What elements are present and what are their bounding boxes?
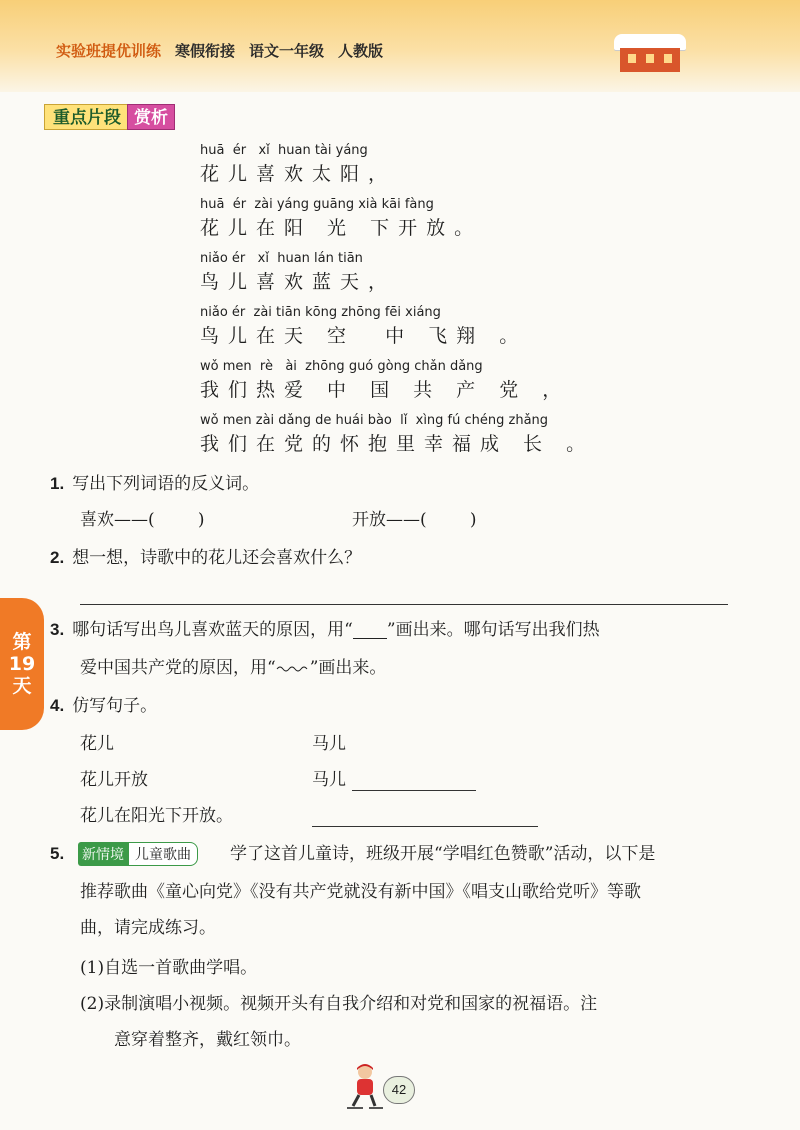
question-text: 仿写句子。 xyxy=(72,696,158,716)
poem-pinyin: huā ér xǐ huan tài yáng xyxy=(200,143,368,158)
edition-label: 寒假衔接 xyxy=(175,42,236,60)
question-5-line3: 曲，请完成练习。 xyxy=(80,918,216,938)
day-tab xyxy=(0,598,44,730)
question-number: 5. xyxy=(50,844,65,863)
poem-hanzi: 花儿喜欢太阳， xyxy=(200,163,397,185)
question-text: 想一想，诗歌中的花儿还会喜欢什么？ xyxy=(72,548,362,568)
section-title-main: 重点片段 xyxy=(44,104,127,130)
poem-hanzi: 我们热爱 中 国 共 产 党 ， xyxy=(200,379,571,401)
imitate-word-2: 马儿 xyxy=(312,770,346,790)
poem-pinyin: wǒ men rè ài zhōng guó gòng chǎn dǎng xyxy=(200,359,483,374)
question-number: 3. xyxy=(50,620,65,639)
question-3 xyxy=(50,616,600,644)
poem-pinyin: niǎo ér xǐ huan lán tiān xyxy=(200,251,363,266)
day-tab-prefix: 第 xyxy=(12,631,32,653)
publisher-label: 人教版 xyxy=(338,42,384,60)
poem-line xyxy=(200,358,594,412)
question-number: 1. xyxy=(50,474,65,493)
poem-hanzi: 我们在党的怀抱里幸福成 长 。 xyxy=(200,433,595,455)
question-number: 4. xyxy=(50,696,65,715)
section-title-accent: 赏析 xyxy=(127,104,175,130)
question-text-cont: ”画出来。 xyxy=(309,658,387,678)
poem-line xyxy=(200,250,594,304)
question-1 xyxy=(50,470,259,498)
section-title xyxy=(44,104,175,130)
poem-line xyxy=(200,304,594,358)
poem-line xyxy=(200,142,594,196)
question-5-sub2: (2)录制演唱小视频。视频开头有自我介绍和对党和国家的祝福语。注 xyxy=(80,994,598,1014)
example-word-1: 花儿 xyxy=(80,734,114,754)
poem-pinyin: niǎo ér zài tiān kōng zhōng fēi xiáng xyxy=(200,305,441,320)
poem-hanzi: 鸟儿在天 空 中 飞翔 。 xyxy=(200,325,528,347)
answer-line-q2[interactable] xyxy=(80,604,728,605)
antonym-blank-1[interactable]: 喜欢——( ) xyxy=(80,510,205,530)
straight-underline-sample xyxy=(353,622,387,639)
question-4 xyxy=(50,692,157,720)
question-text-cont: ”画出来。哪句话写出我们热 xyxy=(386,620,600,640)
poem-pinyin: wǒ men zài dǎng de huái bào lǐ xìng fú chéng zhǎng xyxy=(200,413,549,428)
question-5-line2: 推荐歌曲《童心向党》《没有共产党就没有新中国》《唱支山歌给党听》等歌 xyxy=(80,882,641,902)
question-text: 爱中国共产党的原因，用“ xyxy=(80,658,276,678)
poem-line xyxy=(200,196,594,250)
question-text: 写出下列词语的反义词。 xyxy=(72,474,260,494)
series-name: 实验班提优训练 xyxy=(56,42,162,60)
snow-house-icon xyxy=(612,34,688,74)
header-text xyxy=(56,40,383,61)
skating-child-icon xyxy=(343,1062,387,1110)
question-5-line1: 学了这首儿童诗，班级开展“学唱红色赞歌”活动，以下是 xyxy=(230,844,656,864)
answer-line-q4-1[interactable] xyxy=(352,790,476,791)
question-2 xyxy=(50,544,361,572)
day-tab-number: 19 xyxy=(8,653,36,675)
question-5-number xyxy=(50,840,72,868)
children-song-tag: 儿童歌曲 xyxy=(128,842,198,866)
answer-line-q4-2[interactable] xyxy=(312,826,538,827)
subject-label: 语文一年级 xyxy=(249,42,325,60)
poem-pinyin: huā ér zài yáng guāng xià kāi fàng xyxy=(200,197,434,212)
poem-hanzi: 花儿在阳 光 下开放。 xyxy=(200,217,483,239)
example-word-2: 花儿开放 xyxy=(80,770,148,790)
poem-hanzi: 鸟儿喜欢蓝天， xyxy=(200,271,397,293)
page-number: 42 xyxy=(383,1076,415,1104)
question-text: 哪句话写出鸟儿喜欢蓝天的原因，用“ xyxy=(72,620,353,640)
question-5-sub1: (1)自选一首歌曲学唱。 xyxy=(80,958,258,978)
imitate-word-1: 马儿 xyxy=(312,734,346,754)
antonym-blank-2[interactable]: 开放——( ) xyxy=(352,510,477,530)
poem xyxy=(200,142,594,466)
poem-line xyxy=(200,412,594,466)
question-3-line2 xyxy=(80,654,386,682)
question-5-tags xyxy=(78,842,198,866)
new-context-tag: 新情境 xyxy=(78,842,128,866)
example-word-3: 花儿在阳光下开放。 xyxy=(80,806,233,826)
day-tab-suffix: 天 xyxy=(12,675,32,697)
question-number: 2. xyxy=(50,548,65,567)
question-5-sub2-cont: 意穿着整齐，戴红领巾。 xyxy=(114,1030,301,1050)
wavy-underline-sample xyxy=(276,664,310,674)
